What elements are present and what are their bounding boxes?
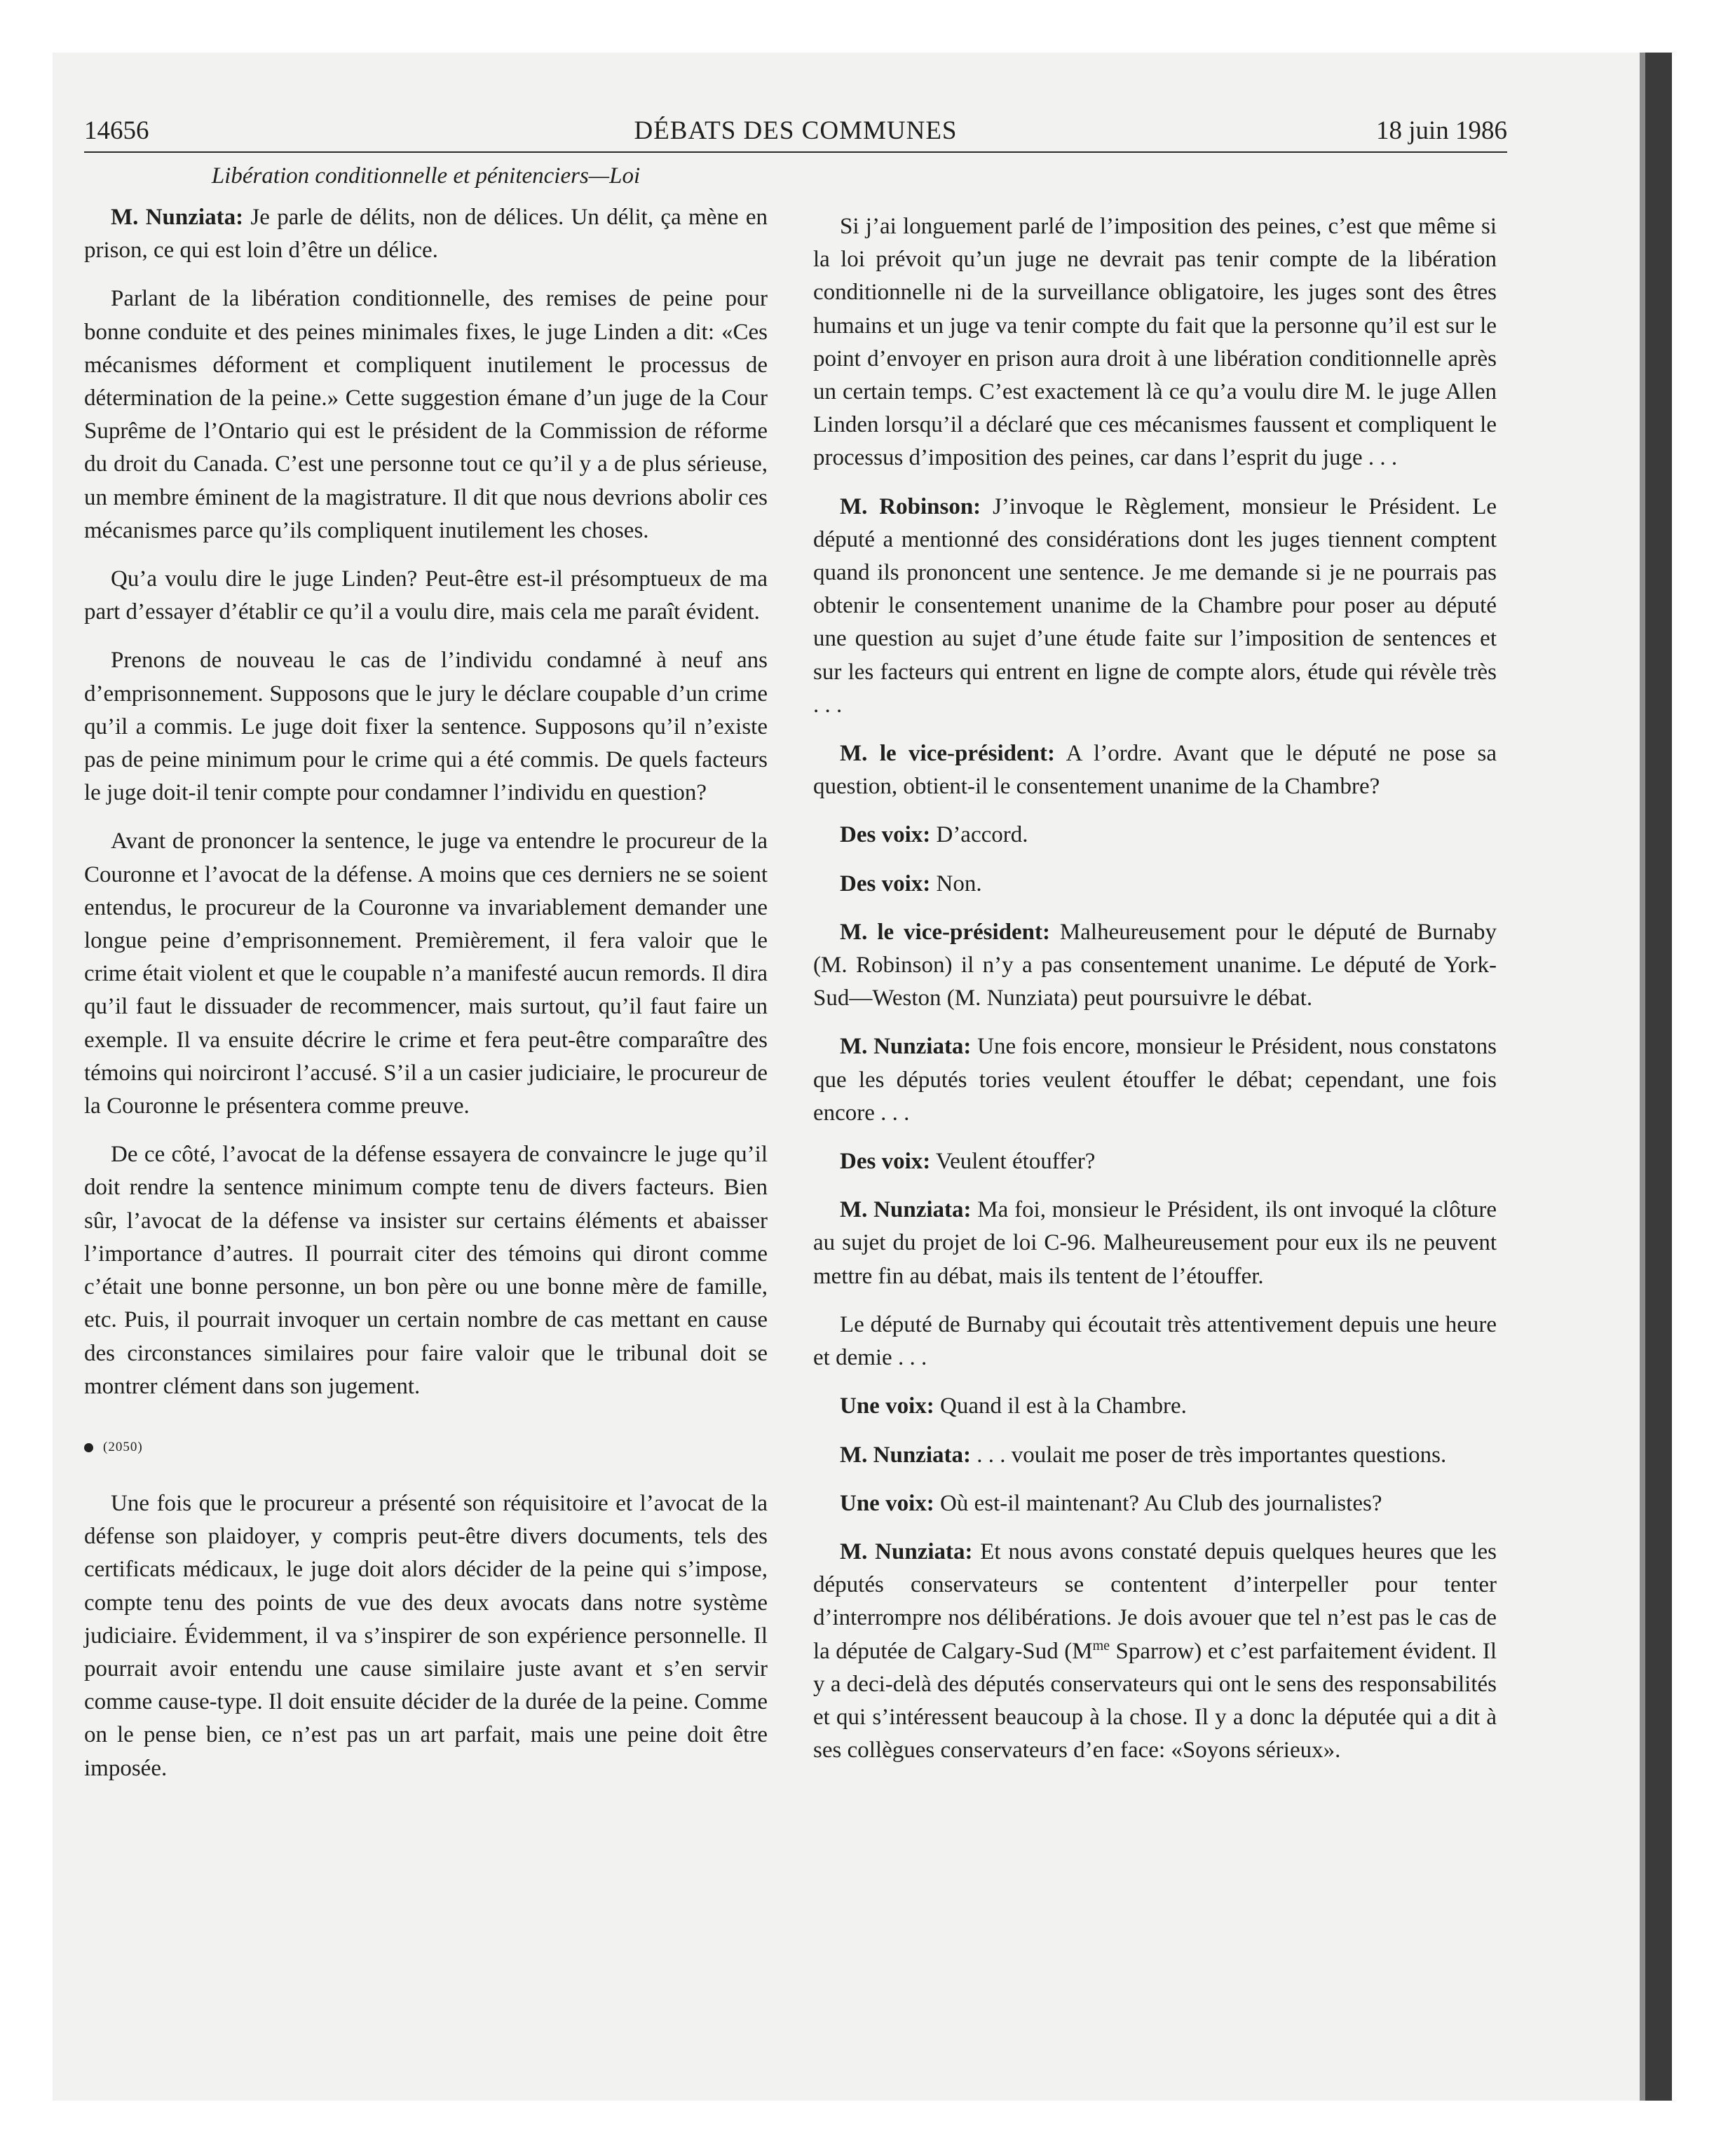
speaker: M. Nunziata: bbox=[840, 1034, 972, 1060]
speaker: M. le vice-président: bbox=[840, 919, 1050, 945]
paragraph-text: Parlant de la libération conditionnelle, des remises de peine pour bonne conduite et des peines minimales fixes, le juge Linden a dit: «Ces mécanismes déforment et compliquent inutilement le processus de détermination de la peine.» Cette suggestion émane d’un juge de la Cour Suprême de l’Ontario qui est le président de la Commission de réforme du droit du Canada. C’est une personne tout ce qu’il y a de plus sérieuse, un membre éminent de la magistrature. Il dit que nous devrions abolir ces mécanismes parce qu’ils compliquent inutilement les choses. bbox=[84, 286, 768, 543]
speaker: M. Nunziata: bbox=[840, 1538, 973, 1564]
left-column bbox=[84, 160, 768, 1801]
paragraph-text: Si j’ai longuement parlé de l’imposition des peines, c’est que même si la loi prévoit qu’un juge ne devrait pas tenir compte de la libération conditionnelle ni de la surveillance obligatoire, les juges sont des êtres humains et un juge va tenir compte du fait que la personne qu’il est sur le point d’envoyer en prison aura droit à une libération conditionnelle après un certain temps. C’est exactement là ce qu’a voulu dire M. le juge Allen Linden lorsqu’il a déclaré que ces mécanismes faussent et compliquent le processus d’imposition des peines, car dans l’esprit du juge . . . bbox=[813, 214, 1497, 471]
right-column bbox=[813, 210, 1497, 1782]
paragraph bbox=[813, 1309, 1497, 1374]
publication-date: 18 juin 1986 bbox=[1375, 116, 1507, 145]
paragraph bbox=[813, 1439, 1497, 1472]
speaker: M. Robinson: bbox=[840, 493, 981, 519]
paragraph bbox=[813, 1390, 1497, 1423]
paragraph bbox=[84, 1487, 768, 1785]
paragraph-text: D’accord. bbox=[936, 822, 1028, 848]
paragraph bbox=[813, 210, 1497, 475]
page-number: 14656 bbox=[84, 116, 149, 145]
paragraph-text: Ma foi, monsieur le Président, ils ont invoqué la clôture au sujet du projet de loi C-96. Malheureusement pour eux ils ne peuvent mettre fin au débat, mais ils tentent de l’étouffer. bbox=[813, 1197, 1497, 1289]
section-title: Libération conditionnelle et pénitenciers—Loi bbox=[211, 163, 641, 189]
paragraph bbox=[84, 825, 768, 1123]
speaker: M. Nunziata: bbox=[840, 1197, 972, 1223]
paragraph-text: Malheureusement pour le député de Burnaby (M. Robinson) il n’y a pas consentement unanime. Le député de York-Sud—Weston (M. Nunziata) peut poursuivre le débat. bbox=[813, 919, 1497, 1011]
header-rule bbox=[84, 151, 1507, 153]
paragraph-text: Qu’a voulu dire le juge Linden? Peut-être est-il présomptueux de ma part d’essayer d’établir ce qu’il a voulu dire, mais cela me paraît évident. bbox=[84, 566, 768, 625]
time-marker bbox=[84, 1437, 768, 1458]
paragraph-text: . . . voulait me poser de très importantes questions. bbox=[977, 1442, 1447, 1468]
paragraph-text: J’invoque le Règlement, monsieur le Président. Le député a mentionné des considérations dont les juges tiennent comptent quand ils prononcent une sentence. Je me demande si je ne pourrais pas obtenir le consentement unanime de la Chambre pour poser au député une question au sujet d’une étude faite sur l’imposition de sentences et sur les facteurs qui entrent en ligne de compte alors, étude qui révèle très . . . bbox=[813, 493, 1497, 718]
paragraph-text: Quand il est à la Chambre. bbox=[940, 1393, 1187, 1419]
paragraph bbox=[813, 868, 1497, 901]
paragraph bbox=[84, 644, 768, 810]
paragraph-text: Sparrow) et bbox=[1110, 1638, 1225, 1664]
running-header bbox=[84, 116, 1507, 146]
paragraph-text: Une fois encore, monsieur le Président, nous constatons que les députés tories veulent étouffer le débat; cependant, une fois encore . . . bbox=[813, 1034, 1497, 1126]
paragraph-text: Une fois que le procureur a présenté son réquisitoire et l’avocat de la défense son plaidoyer, y compris peut-être divers documents, tels des certificats médicaux, le juge doit alors décider de la peine qui s’impose, compte tenu des points de vue des deux avocats dans notre système judiciaire. Évidemment, il va s’inspirer de son expérience personnelle. Il pourrait avoir entendu une cause similaire juste avant et s’en servir comme cause-type. Il doit ensuite décider de la durée de la peine. Comme on le pense bien, ce n’est pas un art parfait, mais une peine doit être imposée. bbox=[84, 1490, 768, 1781]
bullet-icon bbox=[84, 1443, 93, 1452]
speaker: Des voix: bbox=[840, 1149, 931, 1175]
paragraph-text: Avant de prononcer la sentence, le juge va entendre le procureur de la Couronne et l’avocat de la défense. A moins que ces derniers ne se soient entendus, le procureur de la Couronne va invariablement demander une longue peine d’emprisonnement. Premièrement, il fera valoir que le crime était violent et que le coupable n’a manifesté aucun remords. Il dira qu’il faut le dissuader de recommencer, mais surtout, qu’il faut faire un exemple. Il va ensuite décrire le crime et fera peut-être comparaître des témoins qui noirciront l’accusé. S’il a un casier judiciaire, le procureur de la Couronne le présentera comme preuve. bbox=[84, 828, 768, 1119]
paragraph-text: Veulent étouffer? bbox=[935, 1149, 1096, 1175]
superscript: me bbox=[1092, 1637, 1110, 1653]
paragraph bbox=[84, 1138, 768, 1403]
paragraph-text: Où est-il maintenant? Au Club des journalistes? bbox=[940, 1490, 1382, 1516]
paragraph bbox=[813, 1194, 1497, 1293]
paragraph bbox=[813, 916, 1497, 1016]
time-marker-text: (2050) bbox=[103, 1439, 143, 1454]
publication-title: DÉBATS DES COMMUNES bbox=[634, 116, 958, 145]
paragraph bbox=[813, 1536, 1497, 1767]
speaker: M. le vice-président: bbox=[840, 741, 1056, 767]
paragraph bbox=[84, 563, 768, 629]
paragraph bbox=[813, 1145, 1497, 1178]
paragraph bbox=[813, 737, 1497, 803]
speaker: Une voix: bbox=[840, 1393, 934, 1419]
paragraph-text: Non. bbox=[936, 871, 982, 896]
speaker: M. Nunziata: bbox=[840, 1442, 971, 1468]
paragraph bbox=[84, 282, 768, 547]
speaker: Une voix: bbox=[840, 1490, 934, 1516]
paragraph bbox=[813, 1487, 1497, 1520]
speaker: Des voix: bbox=[840, 822, 931, 848]
paragraph-text: De ce côté, l’avocat de la défense essayera de convaincre le juge qu’il doit rendre la sentence minimum compte tenu de divers facteurs. Bien sûr, l’avocat de la défense va insister sur certains éléments et abaisser l’importance d’autres. Il pourrait citer des témoins qui diront comme c’était une bonne personne, un bon père ou une bonne mère de famille, etc. Puis, il pourrait invoquer un certain nombre de cas mettant en cause des circonstances similaires pour faire valoir que le tribunal doit se montrer clément dans son jugement. bbox=[84, 1142, 768, 1399]
paragraph-text: Prenons de nouveau le cas de l’individu condamné à neuf ans d’emprisonnement. Supposons que le jury le déclare coupable d’un crime qu’il a commis. Le juge doit fixer la sentence. Supposons qu’il n’existe pas de peine minimum pour le crime qui a été commis. De quels facteurs le juge doit-il tenir compte pour condamner l’individu en question? bbox=[84, 648, 768, 806]
paragraph-text: c’est parfaitement évident. Il y a deci-delà des députés conservateurs qui ont le sens des responsabilités et qui s’intéressent beaucoup à la chose. Il y a donc la députée qui a dit à ses collègues conservateurs d’en face: «Soyons sérieux». bbox=[813, 1638, 1497, 1763]
paragraph-text: Et nous avons constaté depuis quelques heures que les députés conservateurs se contentent d’interpeller pour tenter d’interrompre nos délibérations. Je dois avouer que tel n’est pas le cas de la députée de Calgary-Sud (M bbox=[813, 1538, 1497, 1664]
binding-edge-shadow bbox=[1640, 53, 1645, 2101]
speaker: Des voix: bbox=[840, 871, 931, 896]
paragraph-text: A l’ordre. Avant que le député ne pose sa question, obtient-il le consentement unanime de la Chambre? bbox=[813, 741, 1497, 800]
speaker: M. Nunziata: bbox=[111, 205, 244, 230]
paragraph bbox=[813, 819, 1497, 852]
paragraph-text: Je parle de délits, non de délices. Un délit, ça mène en prison, ce qui est loin d’être un délice. bbox=[84, 205, 768, 264]
paragraph-text: Le député de Burnaby qui écoutait très attentivement depuis une heure et demie . . . bbox=[813, 1311, 1497, 1371]
paragraph bbox=[813, 491, 1497, 722]
binding-edge bbox=[1645, 53, 1672, 2101]
paragraph bbox=[813, 1030, 1497, 1130]
paragraph bbox=[84, 201, 768, 267]
